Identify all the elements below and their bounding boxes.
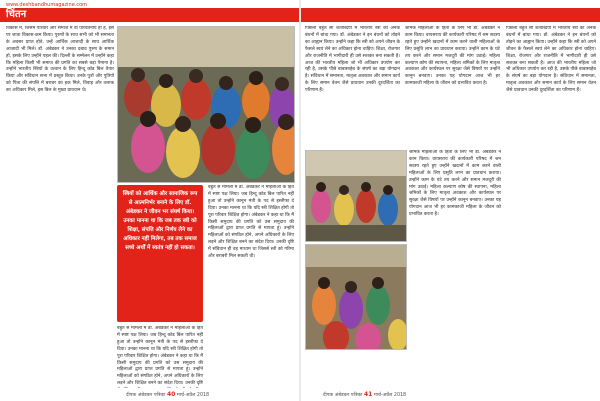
right-column-1 bbox=[305, 26, 400, 146]
right-footer bbox=[323, 391, 406, 398]
right-col2-top-text: श्रमिक महिलाओं के हितों के लिए भी डॉ. अंबेडकर ने काम किया। वायसराय की कार्यकारी परिषद में श्रम सदस्य रहते हुए उन्होंने खदानों में काम करने वाली महिलाओं के लिए प्रसूति लाभ का प्रावधान कराया। उन्होंने काम के घंटे तय करने और समान मजदूरी की मांग उठाई। महिला कल्याण कोष की स्थापना, महिला श्रमिकों के लिए मातृत्व अवकाश और कार्यस्थल पर सुरक्षा जैसे विषयों पर उन्होंने कानून बनवाए। उनका यह योगदान आज भी हर कामकाजी महिला के जीवन को प्रभावित करता है। bbox=[405, 26, 500, 87]
left-column-2-continued bbox=[117, 326, 203, 388]
left-col2-text: बहुत से मामलों में डॉ. अंबेडकर ने महिलाओं के हित में स्पष्ट पक्ष लिया। जब हिन्दू कोड बिल पारित नहीं हुआ तो उन्होंने कानून मंत्री के पद से इस्तीफा दे दिया। उनका मानना था कि यदि स्त्री शिक्षित होगी तो पूरा परिवार शिक्षित होगा। अंबेडकर ने कहा था कि मैं किसी समुदाय की प्रगति को उस समुदाय की महिलाओं द्वारा प्राप्त प्रगति से मापता हूं। उन्होंने महिलाओं को संगठित होने, अपने अधिकारों के लिए लड़ने और शिक्षित बनने का संदेश दिया। उनकी दृष्टि में संविधान ही वह माध्यम था जिससे स्त्री को गरिमा और बराबरी मिल सकती थी। bbox=[208, 185, 294, 260]
right-column-2-lower bbox=[409, 150, 501, 388]
section-title: चिंतन bbox=[6, 9, 27, 20]
crowd-photo-illustration bbox=[118, 27, 294, 182]
right-column-3 bbox=[506, 26, 596, 388]
women-gathering-photo bbox=[305, 244, 407, 350]
right-page bbox=[301, 0, 600, 401]
rally-photo-illustration bbox=[306, 151, 406, 241]
website-url: www.deshbandhumagazine.com bbox=[6, 2, 88, 8]
right-col1-text: पिछली बहुत सी शताब्दियों में भारतीय स्त्री को अनेक बंधनों में बांधा गया। डॉ. अंबेडकर ने इन बंधनों को तोड़ने का आह्वान किया। उन्होंने कहा कि स्त्री को अपने जीवन के फैसले स्वयं लेने का अधिकार होना चाहिए। शिक्षा, रोजगार और राजनीति में भागीदारी ही उसे सशक्त बना सकती है। आज की भारतीय महिला जो भी अधिकार उपयोग कर रही है, उसके पीछे बाबासाहेब के संघर्ष का बड़ा योगदान है। संविधान में समानता, मातृत्व अवकाश और समान कार्य के लिए समान वेतन जैसे प्रावधान उनकी दूरदर्शिता का परिणाम हैं। bbox=[305, 26, 400, 94]
right-header-band bbox=[301, 8, 600, 22]
left-footer-issue: मार्च-अप्रैल 2018 bbox=[176, 393, 210, 398]
right-footer-issue: मार्च-अप्रैल 2018 bbox=[373, 393, 407, 398]
left-column-3 bbox=[208, 185, 294, 388]
left-footer-magazine: दीपक अंबेडकर पत्रिका bbox=[126, 393, 166, 398]
right-col2-text: श्रमिक महिलाओं के हितों के लिए भी डॉ. अंबेडकर ने काम किया। वायसराय की कार्यकारी परिषद में श्रम सदस्य रहते हुए उन्होंने खदानों में काम करने वाली महिलाओं के लिए प्रसूति लाभ का प्रावधान कराया। उन्होंने काम के घंटे तय करने और समान मजदूरी की मांग उठाई। महिला कल्याण कोष की स्थापना, महिला श्रमिकों के लिए मातृत्व अवकाश और कार्यस्थल पर सुरक्षा जैसे विषयों पर उन्होंने कानून बनवाए। उनका यह योगदान आज भी हर कामकाजी महिला के जीवन को प्रभावित करता है। bbox=[409, 150, 501, 218]
crowd-photo bbox=[117, 26, 295, 183]
section-header-band bbox=[0, 8, 299, 22]
right-col3-text: पिछली बहुत सी शताब्दियों में भारतीय स्त्री को अनेक बंधनों में बांधा गया। डॉ. अंबेडकर ने इन बंधनों को तोड़ने का आह्वान किया। उन्होंने कहा कि स्त्री को अपने जीवन के फैसले स्वयं लेने का अधिकार होना चाहिए। शिक्षा, रोजगार और राजनीति में भागीदारी ही उसे सशक्त बना सकती है। आज की भारतीय महिला जो भी अधिकार उपयोग कर रही है, उसके पीछे बाबासाहेब के संघर्ष का बड़ा योगदान है। संविधान में समानता, मातृत्व अवकाश और समान कार्य के लिए समान वेतन जैसे प्रावधान उनकी दूरदर्शिता का परिणाम हैं। bbox=[506, 26, 596, 94]
left-col1-text: विकास में, जिसमें परिवार और समाज में वो परिवर्तनीय ही है, इस पर जाता विकास-क्रम किया। पुरुषों के साथ सभी को भी समानता के अवसर प्राप्त होते, उन्हें आर्थिक आजादी के साथ आर्थिक आजादी भी मिले। डॉ. अंबेडकर ने उनका दबाव पुरुष के समान हो, इसके लिए उन्होंने पहल की। दिल्ली के सम्मेलन में उन्होंने कहा कि महिला किसी भी समाज की प्रगति का सबसे बड़ा पैमाना है। उन्होंने भारतीय स्त्रियों के उत्थान के लिए हिन्दू कोड बिल तैयार किया और संविधान सभा में प्रस्तुत किया। उनके पुत्रों और पुत्रियों को पिता की संपत्ति में बराबर का हक मिले, विवाह और तलाक का अधिकार मिले, इस बिल के मुख्य प्रावधान थे। bbox=[6, 26, 114, 94]
right-page-number: 41 bbox=[363, 391, 373, 398]
left-footer bbox=[126, 391, 209, 398]
left-page-number: 40 bbox=[166, 391, 176, 398]
right-column-2 bbox=[405, 26, 500, 146]
pull-quote-text: स्त्रियों को आर्थिक और सामाजिक रूप से आत्मनिर्भर बनाने के लिए डॉ. अंबेडकर ने जीवन भर संघर्ष किया। उनका मानना था कि जब तक स्त्री को शिक्षा, संपत्ति और निर्णय लेने का अधिकार नहीं मिलेगा, तब तक समाज सच्चे अर्थों में स्वतंत्र नहीं हो सकता। bbox=[122, 191, 198, 251]
left-col2-continued-text: बहुत से मामलों में डॉ. अंबेडकर ने महिलाओं के हित में स्पष्ट पक्ष लिया। जब हिन्दू कोड बिल पारित नहीं हुआ तो उन्होंने कानून मंत्री के पद से इस्तीफा दे दिया। उनका मानना था कि यदि स्त्री शिक्षित होगी तो पूरा परिवार शिक्षित होगा। अंबेडकर ने कहा था कि मैं किसी समुदाय की प्रगति को उस समुदाय की महिलाओं द्वारा प्राप्त प्रगति से मापता हूं। उन्होंने महिलाओं को संगठित होने, अपने अधिकारों के लिए लड़ने और शिक्षित बनने का संदेश दिया। उनकी दृष्टि bbox=[117, 326, 203, 387]
pull-quote-box bbox=[117, 185, 203, 322]
women-gathering-illustration bbox=[306, 245, 406, 349]
rally-photo bbox=[305, 150, 407, 242]
right-footer-magazine: दीपक अंबेडकर पत्रिका bbox=[323, 393, 363, 398]
left-column-1 bbox=[6, 26, 114, 388]
